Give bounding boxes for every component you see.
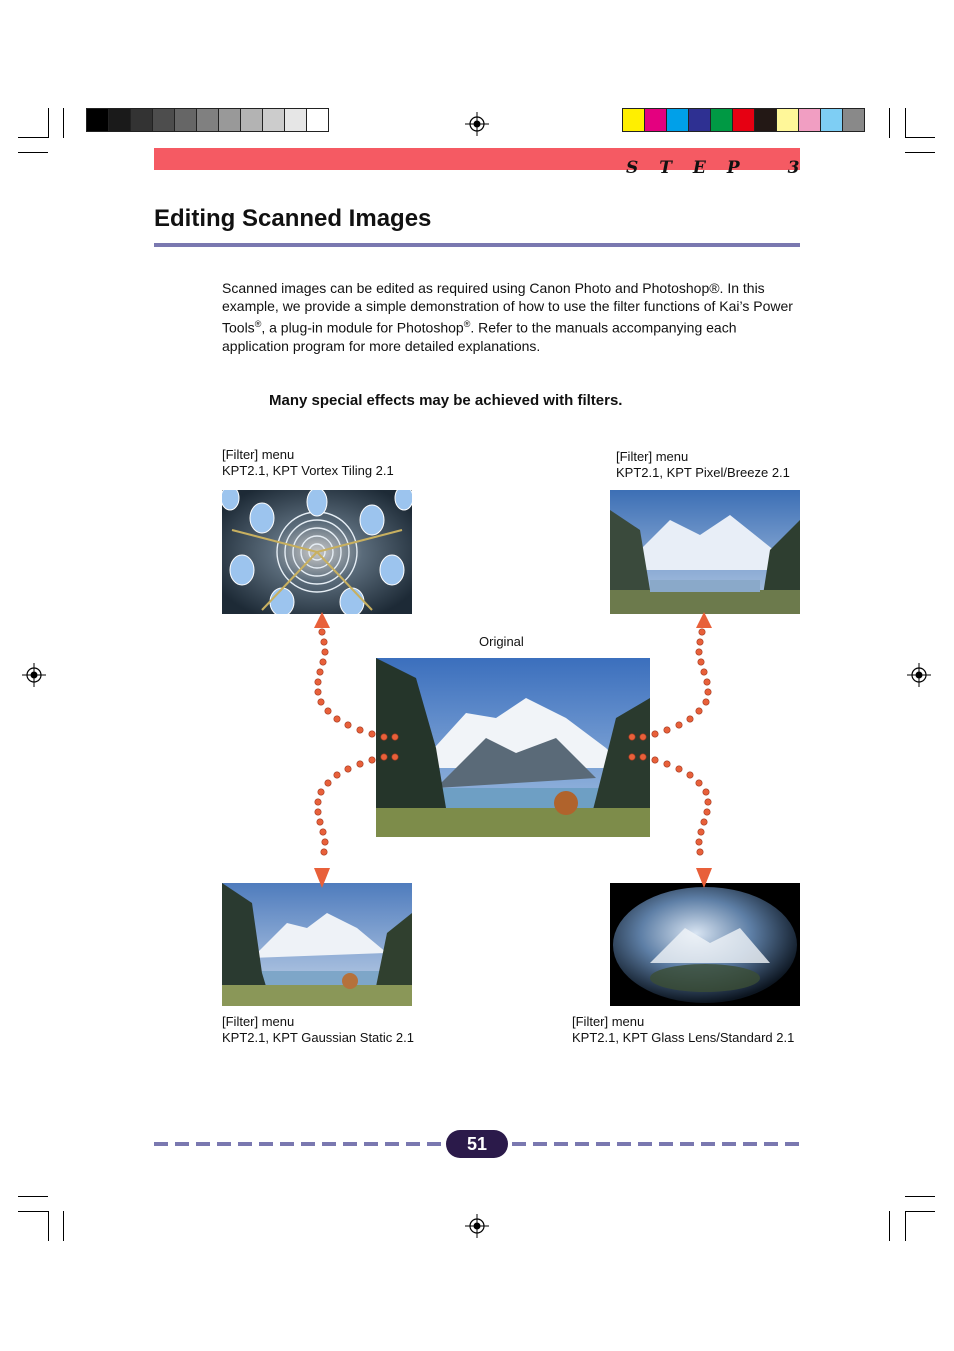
arrow-up-icon [314, 612, 330, 628]
calibration-swatch [755, 109, 777, 131]
calibration-swatch [777, 109, 799, 131]
crop-mark [18, 1211, 48, 1212]
crop-mark [18, 1196, 48, 1197]
caption-bottom-left [222, 1014, 414, 1046]
calibration-swatch [843, 109, 864, 131]
calibration-swatch [667, 109, 689, 131]
calibration-swatch [175, 109, 197, 131]
calibration-swatch [131, 109, 153, 131]
registered-mark: ® [463, 319, 471, 329]
crop-mark [48, 1211, 49, 1241]
calibration-swatch [109, 109, 131, 131]
calibration-swatch [307, 109, 328, 131]
caption-line: KPT2.1, KPT Gaussian Static 2.1 [222, 1030, 414, 1045]
glass-lens-image [610, 883, 800, 1006]
calibration-swatch [799, 109, 821, 131]
title-rule [154, 243, 800, 247]
crop-mark [48, 108, 49, 138]
arrow-down-icon [314, 868, 330, 888]
caption-top-left [222, 447, 394, 479]
calibration-swatch [241, 109, 263, 131]
pixel-breeze-image [610, 490, 800, 614]
crop-mark [889, 108, 890, 138]
registration-target-icon [465, 112, 489, 136]
crop-mark [18, 152, 48, 153]
crop-mark [905, 1196, 935, 1197]
calibration-swatch [733, 109, 755, 131]
calibration-swatch [153, 109, 175, 131]
caption-line: KPT2.1, KPT Pixel/Breeze 2.1 [616, 465, 790, 480]
intro-text: Scanned images can be edited as required using Canon Photo and Photoshop®. In this example, we provide a simple demonstration of how to use the filter functions of Kai’s Power Tools [222, 280, 793, 336]
calibration-swatch [821, 109, 843, 131]
registration-target-icon [465, 1214, 489, 1238]
calibration-swatch [711, 109, 733, 131]
arrow-up-icon [696, 612, 712, 628]
crop-mark [905, 1211, 906, 1241]
crop-mark [63, 108, 64, 138]
caption-top-right [616, 449, 790, 481]
registered-mark: ® [254, 319, 262, 329]
intro-paragraph [222, 279, 807, 355]
calibration-swatch [623, 109, 645, 131]
crop-mark [63, 1211, 64, 1241]
calibration-swatch [219, 109, 241, 131]
caption-line: [Filter] menu [222, 1014, 295, 1029]
caption-line: [Filter] menu [572, 1014, 645, 1029]
section-subheading: Many special effects may be achieved with filters. [269, 392, 623, 409]
calibration-swatch [689, 109, 711, 131]
caption-line: [Filter] menu [616, 449, 689, 464]
calibration-swatch [285, 109, 307, 131]
footer-dash-right [512, 1142, 800, 1146]
caption-original: Original [479, 634, 524, 649]
dotted-arrows [0, 600, 954, 900]
grayscale-calibration-bar [86, 108, 329, 132]
crop-mark [889, 1211, 890, 1241]
crop-mark [905, 137, 935, 138]
intro-text: . Refer to the manuals accompanying each application program for more detailed explanations. [222, 319, 737, 354]
arrow-down-icon [696, 868, 712, 888]
footer-dash-left [154, 1142, 444, 1146]
calibration-swatch [197, 109, 219, 131]
caption-line: KPT2.1, KPT Vortex Tiling 2.1 [222, 463, 394, 478]
page-title: Editing Scanned Images [154, 205, 432, 232]
caption-line: [Filter] menu [222, 447, 295, 462]
caption-bottom-right [572, 1014, 794, 1046]
caption-line: KPT2.1, KPT Glass Lens/Standard 2.1 [572, 1030, 795, 1045]
step-label: STEP 3 [626, 158, 821, 178]
crop-mark [905, 1211, 935, 1212]
calibration-swatch [263, 109, 285, 131]
crop-mark [18, 137, 48, 138]
intro-text: , a plug-in module for Photoshop [261, 319, 464, 336]
gaussian-static-image [222, 883, 412, 1006]
color-calibration-bar [622, 108, 865, 132]
calibration-swatch [645, 109, 667, 131]
crop-mark [905, 108, 906, 138]
vortex-tiling-image [222, 490, 412, 614]
page-number: 51 [446, 1130, 508, 1158]
crop-mark [905, 152, 935, 153]
calibration-swatch [87, 109, 109, 131]
